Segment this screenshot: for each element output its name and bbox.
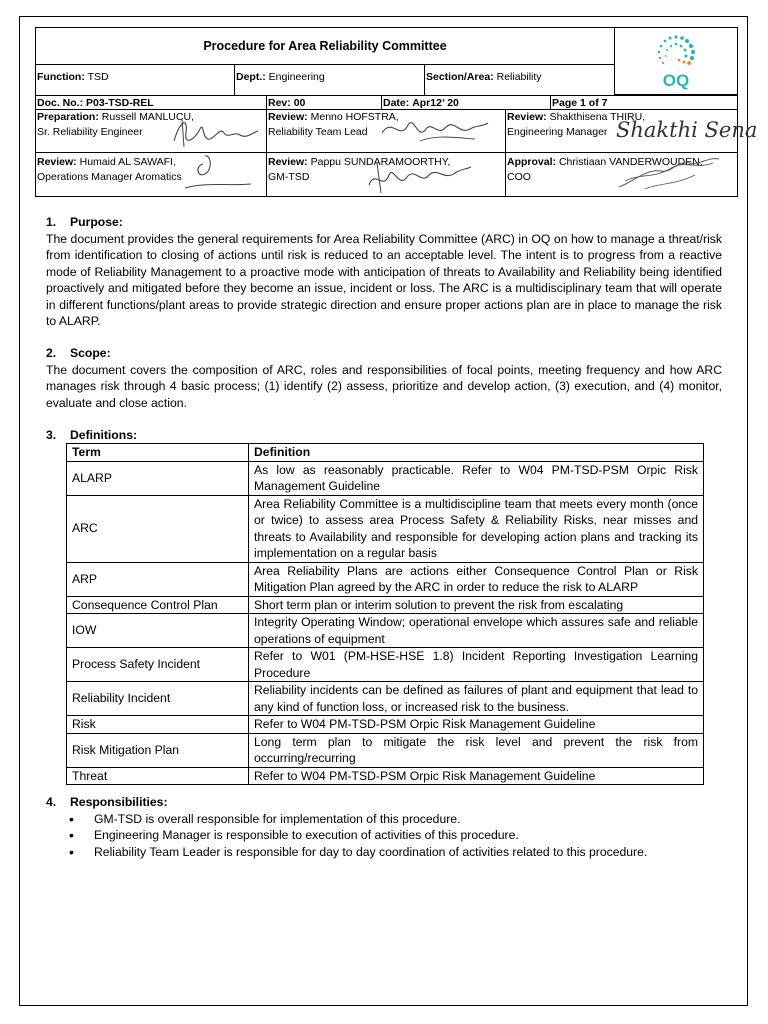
doc-number-field: Doc. No.: P03-TSD-REL: [35, 95, 267, 110]
purpose-text: The document provides the general requirements for Area Reliability Committee (ARC) in OQ on how to manage a threat/risk from identification to closing of actions until risk is reduced to an acceptable level. The intent is to progress from a reactive mode of Reliability Management to a proactive mode with anticipation of threats to Availability and Reliability being identified proactively and mitigated before they become an issue, incident or loss. The ARC is a multidisciplinary team that will operate in different functions/plant areas to provide strategic direction and ensure proper actions plan are in place to manage the risk to ALARP.: [46, 231, 722, 328]
term-cell: Risk: [67, 716, 249, 734]
term-cell: ARC: [67, 495, 249, 562]
term-cell: Reliability Incident: [67, 682, 249, 716]
function-field: Function: TSD: [35, 64, 235, 96]
term-cell: Threat: [67, 767, 249, 785]
scope-heading: 2. Scope:: [46, 346, 111, 360]
column-header-term: Term: [67, 444, 249, 462]
term-cell: ALARP: [67, 461, 249, 495]
table-header-row: [67, 444, 704, 462]
definition-cell: Reliability incidents can be defined as failures of plant and equipment that lead to any kind of function loss, or increased risk to the business.: [249, 682, 704, 716]
table-row: [67, 716, 704, 734]
definition-cell: Integrity Operating Window; operational envelope which assures safe and reliable operations of equipment: [249, 614, 704, 648]
table-row: [67, 596, 704, 614]
definition-cell: Refer to W04 PM-TSD-PSM Orpic Risk Management Guideline: [249, 767, 704, 785]
term-cell: Consequence Control Plan: [67, 596, 249, 614]
definitions-section: [46, 427, 722, 444]
document-title: Procedure for Area Reliability Committee: [35, 27, 615, 65]
purpose-section: [46, 214, 722, 330]
table-row: [67, 682, 704, 716]
definition-cell: As low as reasonably practicable. Refer to W04 PM-TSD-PSM Orpic Risk Management Guideline: [249, 461, 704, 495]
definition-cell: Area Reliability Plans are actions either Consequence Control Plan or Risk Mitigation Plan agreed by the ARC in order to reduce the risk to ALARP: [249, 562, 704, 596]
date-field: Date: Apr12’ 20: [381, 95, 551, 110]
table-row: [67, 562, 704, 596]
responsibilities-list: [46, 811, 722, 861]
term-cell: Process Safety Incident: [67, 648, 249, 682]
revision-field: Rev: 00: [266, 95, 382, 110]
term-cell: ARP: [67, 562, 249, 596]
dept-field: Dept.: Engineering: [234, 64, 425, 96]
table-row: [67, 733, 704, 767]
section-field: Section/Area: Reliability: [424, 64, 615, 96]
column-header-definition: Definition: [249, 444, 704, 462]
review-field-1: Review: Menno HOFSTRA, Reliability Team Lead: [266, 109, 506, 153]
list-item: • GM-TSD is overall responsible for implementation of this procedure.: [94, 811, 722, 828]
definition-cell: Short term plan or interim solution to prevent the risk from escalating: [249, 596, 704, 614]
table-row: [67, 648, 704, 682]
svg-text:Shakthi Sena: Shakthi Sena: [616, 118, 758, 142]
table-row: [67, 767, 704, 785]
oq-logo-icon: [646, 31, 706, 91]
document-header: [35, 27, 758, 197]
company-logo: [614, 27, 738, 95]
definition-cell: Refer to W04 PM-TSD-PSM Orpic Risk Management Guideline: [249, 716, 704, 734]
responsibilities-section: [46, 794, 722, 860]
list-item: • Reliability Team Leader is responsible for day to day coordination of activities related to this procedure.: [94, 844, 722, 861]
definition-cell: Refer to W01 (PM-HSE-HSE 1.8) Incident Reporting Investigation Learning Procedure: [249, 648, 704, 682]
table-row: [67, 495, 704, 562]
definitions-heading: 3. Definitions:: [46, 428, 138, 442]
page-number-field: Page 1 of 7: [550, 95, 738, 110]
review-field-3: Review: Humaid AL SAWAFI, Operations Manager Aromatics: [35, 152, 267, 197]
term-cell: IOW: [67, 614, 249, 648]
term-cell: Risk Mitigation Plan: [67, 733, 249, 767]
scope-section: [46, 345, 722, 411]
table-row: [67, 614, 704, 648]
responsibilities-heading: 4. Responsibilities:: [46, 795, 168, 809]
review-field-4: Review: Pappu SUNDARAMOORTHY, GM-TSD: [266, 152, 506, 197]
svg-text:OQ: OQ: [662, 71, 690, 90]
preparation-field: Preparation: Russell MANLUCU, Sr. Reliability Engineer: [35, 109, 267, 153]
definitions-table: [66, 443, 704, 785]
definition-cell: Area Reliability Committee is a multidiscipline team that meets every month (once or twice) to assess area Process Safety & Reliability Risks, near misses and threats to Availability and responsible for developing action plans and tracking its implementation on a regular basis: [249, 495, 704, 562]
review-field-2: Review: Shakthisena THIRU, Engineering Manager: [505, 109, 738, 153]
approval-field: Approval: Christiaan VANDERWOUDEN, COO: [505, 152, 738, 197]
scope-text: The document covers the composition of ARC, roles and responsibilities of focal points, meeting frequency and how ARC manages risk through 4 basic process; (1) identify (2) assess, prioritize and develop action, (3) execution, and (4) monitor, evaluate and close action.: [46, 362, 722, 410]
list-item: • Engineering Manager is responsible to execution of activities of this procedure.: [94, 827, 722, 844]
table-row: [67, 461, 704, 495]
definition-cell: Long term plan to mitigate the risk level and prevent the risk from occurring/recurring: [249, 733, 704, 767]
purpose-heading: 1. Purpose:: [46, 215, 123, 229]
